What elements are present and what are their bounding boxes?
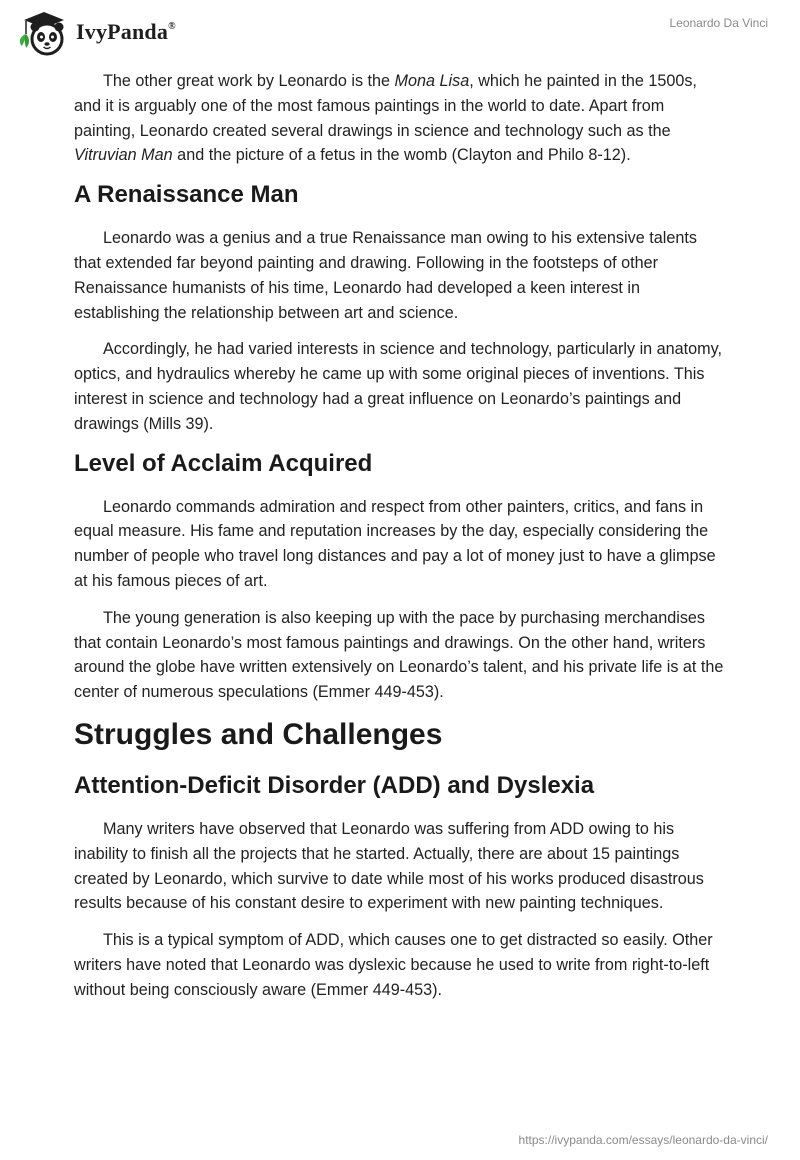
footer-url[interactable]: https://ivypanda.com/essays/leonardo-da-vinci/ xyxy=(518,1133,768,1147)
paragraph: The young generation is also keeping up with the pace by purchasing merchandises that contain Leonardo’s most famous paintings and drawings. On the other hand, writers around the globe have written extensively on Leonardo’s talent, and his private life is at the center of numerous speculations (Emmer 449-453). xyxy=(74,608,724,702)
logo-wordmark: IvyPanda® xyxy=(76,19,176,44)
panda-mascot-icon xyxy=(14,8,72,56)
paragraph: Leonardo was a genius and a true Renaissance man owing to his extensive talents that extended far beyond painting and drawing. Following in the footsteps of other Renaissance humanists of his time, Leonardo had developed a keen interest in establishing the relationship between art and science. xyxy=(74,229,697,322)
paragraph: Accordingly, he had varied interests in science and technology, particularly in anatomy, optics, and hydraulics whereby he came up with some original pieces of inventions. This interest in science and technology had a great influence on Leonardo’s paintings and drawings (Mills 39). xyxy=(74,340,723,433)
document-title: Leonardo Da Vinci xyxy=(669,16,768,30)
ivypanda-logo[interactable] xyxy=(14,8,176,56)
drawing-title: Vitruvian Man xyxy=(74,146,173,165)
section-heading-acclaim: Level of Acclaim Acquired xyxy=(74,449,373,477)
section-heading-renaissance: A Renaissance Man xyxy=(74,181,299,209)
painting-title: Mona Lisa xyxy=(394,72,470,90)
section-heading-struggles: Struggles and Challenges xyxy=(74,717,443,751)
paragraph: The other great work by Leonardo is the Mona Lisa, which he painted in the 1500s, and it is arguably one of the most famous paintings in the world to date. Apart from painting, Leonardo created several drawings in science and technology such as the Vitruvian Man and the picture of a fetus in the womb (Clayton and Philo 8-12). xyxy=(74,72,697,165)
paragraph: This is a typical symptom of ADD, which causes one to get distracted so easily. Other writers have noted that Leonardo was dyslexic because he used to write from right-to-left without being consciously aware (Emmer 449-453). xyxy=(74,931,713,999)
essay-content xyxy=(74,69,726,1015)
registered-mark: ® xyxy=(168,20,176,32)
paragraph: Many writers have observed that Leonardo was suffering from ADD owing to his inability to finish all the projects that he started. Actually, there are about 15 paintings created by Leonardo, which survive to date while most of his works produced disastrous results because of his constant desire to experiment with new painting techniques. xyxy=(74,819,704,913)
subsection-heading-add: Attention-Deficit Disorder (ADD) and Dyslexia xyxy=(74,771,595,799)
page-header xyxy=(0,0,800,60)
paragraph: Leonardo commands admiration and respect from other painters, critics, and fans in equal measure. His fame and reputation increases by the day, especially considering the number of people who travel long distances and pay a lot of money just to have a glimpse at his famous pieces of art. xyxy=(74,497,716,590)
